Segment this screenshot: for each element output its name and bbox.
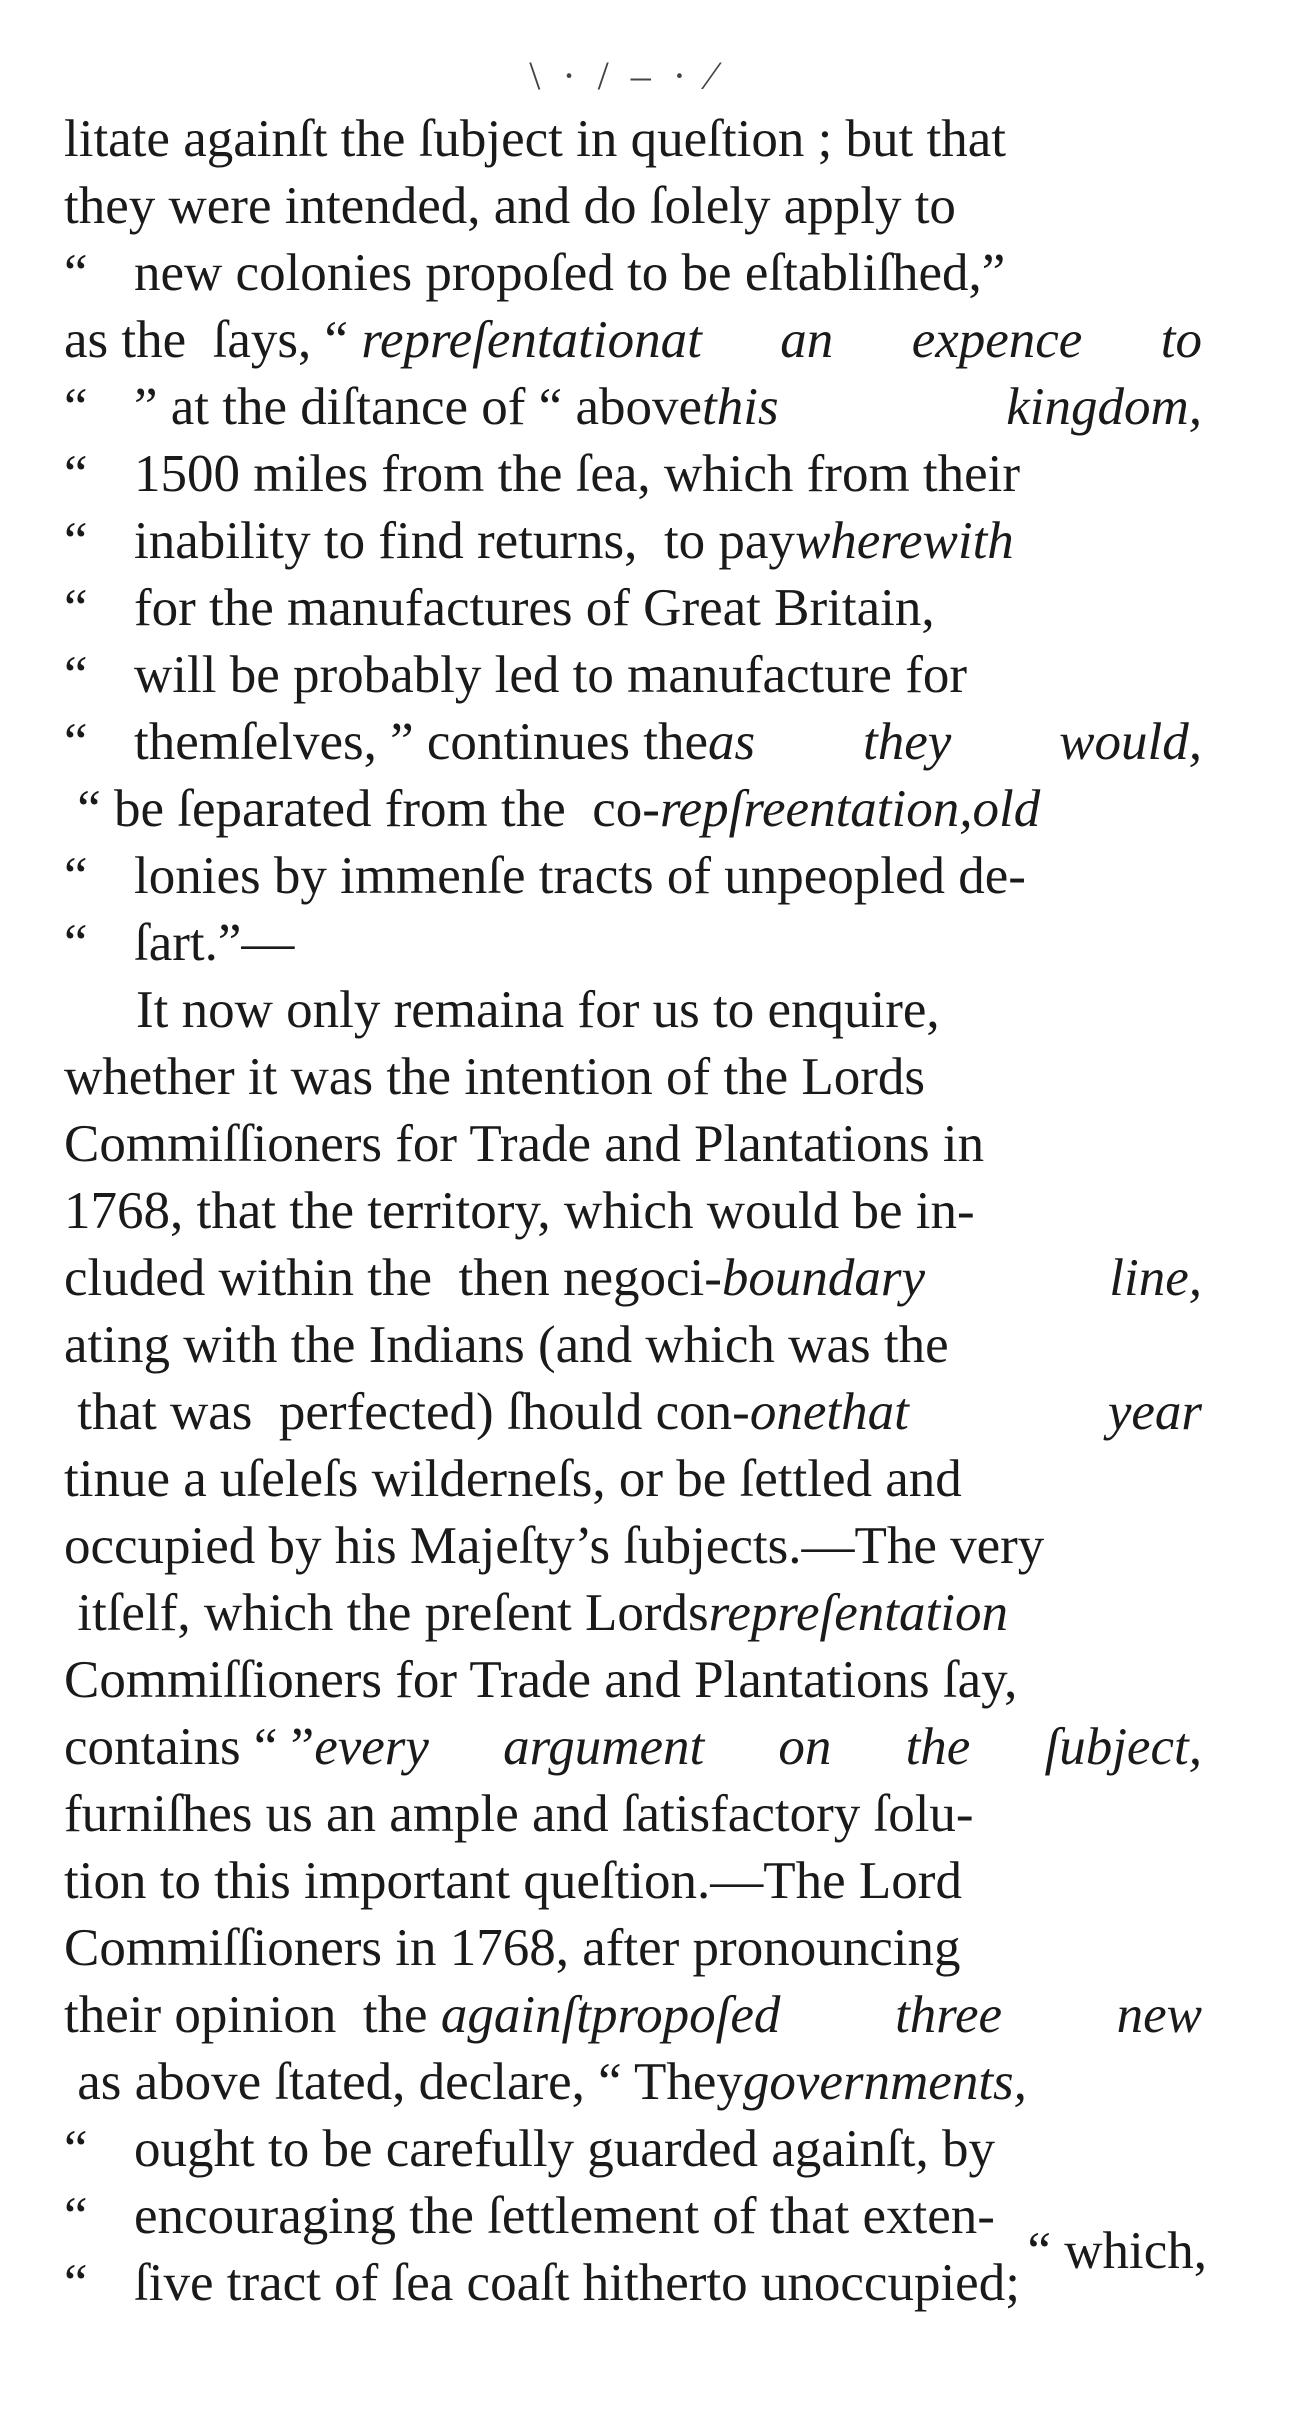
text-segment: for the manufactures of Great Britain, xyxy=(134,579,935,637)
text-segment: ” xyxy=(290,1718,315,1776)
word xyxy=(906,1714,971,1781)
justified-run xyxy=(722,1245,1202,1312)
justified-run xyxy=(1044,1513,1202,1580)
text-line xyxy=(64,441,1202,508)
text-line xyxy=(64,1848,1202,1915)
italic-text: they xyxy=(863,713,952,771)
text-segment: lonies by immenſe tracts of unpeopled de- xyxy=(134,847,1026,905)
italic-text: new xyxy=(1116,1986,1202,2044)
italic-text: would, xyxy=(1059,713,1202,771)
word xyxy=(1044,1714,1201,1781)
italic-text: repſreentation, xyxy=(659,780,973,838)
text-line xyxy=(64,1714,1202,1781)
word xyxy=(895,1982,1002,2049)
justified-run xyxy=(956,173,1202,240)
text-segment: new colonies propoſed to be eſtabliſhed,” xyxy=(134,244,1006,302)
justified-run xyxy=(935,575,1202,642)
text-line xyxy=(64,910,1202,977)
text-segment: “ be ſeparated from the xyxy=(64,780,580,838)
quote-mark: “ xyxy=(64,2187,88,2245)
text-segment: themſelves, xyxy=(134,713,391,771)
italic-text: repreſentation xyxy=(361,311,661,369)
italic-text: the xyxy=(905,1718,971,1776)
justified-run xyxy=(709,1580,1202,1647)
quote-mark: “ xyxy=(64,445,88,503)
italic-text: expence xyxy=(911,311,1083,369)
quote-mark: “ xyxy=(64,378,88,436)
body-text xyxy=(64,106,1202,2317)
text-line xyxy=(64,1781,1202,1848)
italic-text: kingdom, xyxy=(1006,378,1202,436)
page-header-mark: \ · / – · ⁄ xyxy=(529,53,721,98)
justified-run xyxy=(743,2049,1202,2116)
word xyxy=(743,2049,1027,2116)
text-segment: cluded within the xyxy=(64,1249,446,1307)
italic-text: wherewith xyxy=(794,512,1014,570)
text-line xyxy=(64,977,1202,1044)
quote-mark: “ xyxy=(64,914,88,972)
justified-run xyxy=(795,508,1202,575)
justified-run xyxy=(1020,441,1202,508)
text-line xyxy=(64,709,1202,776)
text-segment: ating with the Indians (and which was the xyxy=(64,1316,949,1374)
word xyxy=(863,709,951,776)
text-segment: Commiſſioners for Trade and Plantations in xyxy=(64,1115,985,1173)
text-segment: tinue a uſeleſs wilderneſs, or be ſettled and xyxy=(64,1450,962,1508)
justified-run xyxy=(975,1178,1202,1245)
text-line xyxy=(64,374,1202,441)
italic-text: this xyxy=(702,378,779,436)
word xyxy=(778,1714,831,1781)
justified-run xyxy=(702,374,1202,441)
justified-run xyxy=(1026,843,1202,910)
italic-text: at xyxy=(660,311,702,369)
justified-run xyxy=(1006,106,1202,173)
text-segment: perfected) ſhould con- xyxy=(265,1383,750,1441)
justified-run xyxy=(974,1781,1202,1848)
text-line xyxy=(64,307,1202,374)
text-segment: their opinion xyxy=(64,1986,350,2044)
word xyxy=(1108,1379,1202,1446)
text-line xyxy=(64,1111,1202,1178)
text-segment: 1500 miles from the ſea, which from their xyxy=(134,445,1021,503)
italic-text: line, xyxy=(1109,1249,1202,1307)
word xyxy=(912,307,1083,374)
text-line xyxy=(64,776,1202,843)
text-segment: ought to be carefully guarded againſt, by xyxy=(134,2120,995,2178)
text-line xyxy=(64,106,1202,173)
text-segment: as above ſtated, declare, “ They xyxy=(64,2053,743,2111)
italic-text: argument xyxy=(503,1718,705,1776)
word xyxy=(750,1379,909,1446)
text-line xyxy=(64,173,1202,240)
italic-text: three xyxy=(895,1986,1002,2044)
word xyxy=(314,1714,429,1781)
quote-mark: “ xyxy=(64,579,88,637)
justified-run xyxy=(967,642,1202,709)
text-segment: will be probably led to manufacture for xyxy=(134,646,967,704)
italic-text: to xyxy=(1160,311,1202,369)
text-line xyxy=(64,240,1202,307)
word xyxy=(780,307,833,374)
italic-text: that xyxy=(826,1383,909,1441)
word xyxy=(702,374,779,441)
word xyxy=(795,508,1014,575)
text-segment: that was xyxy=(64,1383,266,1441)
text-segment: co- xyxy=(579,780,660,838)
text-segment: itſelf, which the preſent Lords xyxy=(64,1584,709,1642)
text-segment: contains “ xyxy=(64,1718,291,1776)
word xyxy=(1006,374,1202,441)
word xyxy=(1109,1245,1202,1312)
word xyxy=(1117,1982,1202,2049)
text-segment: ſays, “ xyxy=(199,311,362,369)
text-line xyxy=(64,1379,1202,1446)
text-line xyxy=(64,1580,1202,1647)
text-line xyxy=(64,2049,1202,2116)
italic-text: year xyxy=(1107,1383,1202,1441)
justified-run xyxy=(660,776,1202,843)
justified-run xyxy=(1005,240,1202,307)
word xyxy=(1161,307,1202,374)
text-segment: 1768, that the territory, which would be in- xyxy=(64,1182,975,1240)
quote-mark: “ xyxy=(64,2254,88,2312)
word xyxy=(709,1580,1008,1647)
text-line xyxy=(64,2116,1202,2183)
catchword: “ which, xyxy=(1027,2222,1207,2280)
quote-mark: “ xyxy=(64,2120,88,2178)
text-segment: the xyxy=(349,1986,441,2044)
text-line xyxy=(64,1312,1202,1379)
italic-text: as xyxy=(708,713,756,771)
quote-mark: “ xyxy=(64,847,88,905)
word xyxy=(361,307,702,374)
italic-text: governments, xyxy=(742,2053,1027,2111)
text-segment: they were intended, and do ſolely apply to xyxy=(64,177,956,235)
justified-run xyxy=(314,1714,1202,1781)
italic-text: againſt xyxy=(440,1986,592,2044)
justified-run xyxy=(925,1044,1202,1111)
text-line xyxy=(64,843,1202,910)
justified-run xyxy=(962,1848,1202,1915)
justified-run xyxy=(361,307,1202,374)
text-segment: ” continues the xyxy=(390,713,709,771)
text-line xyxy=(64,1915,1202,1982)
text-segment: occupied by his Majeſty’s ſubjects.—The very xyxy=(64,1517,1045,1575)
quote-mark: “ xyxy=(64,713,88,771)
word xyxy=(1059,709,1202,776)
word xyxy=(503,1714,704,1781)
text-line xyxy=(64,1044,1202,1111)
text-line xyxy=(64,575,1202,642)
word xyxy=(722,1245,925,1312)
justified-run xyxy=(940,977,1202,1044)
justified-run xyxy=(949,1312,1202,1379)
quote-mark: “ xyxy=(64,646,88,704)
text-segment: as the xyxy=(64,311,200,369)
text-segment: ” at the diſtance of “ above xyxy=(134,378,702,436)
italic-text: one xyxy=(749,1383,827,1441)
justified-run xyxy=(1017,1647,1202,1714)
justified-run xyxy=(750,1379,1202,1446)
text-segment: It now only remaina for us to enquire, xyxy=(136,981,940,1039)
italic-text: boundary xyxy=(721,1249,926,1307)
justified-run xyxy=(960,1915,1202,1982)
italic-text: on xyxy=(778,1718,832,1776)
justified-run xyxy=(995,2116,1202,2183)
italic-text: every xyxy=(314,1718,429,1776)
italic-text: an xyxy=(780,311,834,369)
justified-run xyxy=(962,1446,1202,1513)
text-line xyxy=(64,1982,1202,2049)
text-segment: furniſhes us an ample and ſatisfactory ſolu- xyxy=(64,1785,974,1843)
text-segment: to pay xyxy=(650,512,795,570)
justified-run xyxy=(708,709,1202,776)
text-line xyxy=(64,1513,1202,1580)
word xyxy=(660,776,1040,843)
word xyxy=(708,709,755,776)
text-segment: ſive tract of ſea coaſt hitherto unoccupied; xyxy=(134,2254,1020,2312)
italic-text: old xyxy=(972,780,1041,838)
text-segment: encouraging the ſettlement of that exten- xyxy=(134,2187,995,2245)
text-segment: then negoci- xyxy=(445,1249,722,1307)
text-line xyxy=(64,1178,1202,1245)
text-segment: litate againſt the ſubject in queſtion ; but that xyxy=(64,110,1006,168)
italic-text: ſubject, xyxy=(1044,1718,1202,1776)
italic-text: propoſed xyxy=(591,1986,781,2044)
text-segment: tion to this important queſtion.—The Lord xyxy=(64,1852,962,1910)
text-line xyxy=(64,1245,1202,1312)
text-segment: whether it was the intention of the Lords xyxy=(64,1048,926,1106)
word xyxy=(441,1982,781,2049)
justified-run xyxy=(984,1111,1202,1178)
quote-mark: “ xyxy=(64,244,88,302)
text-segment: Commiſſioners in 1768, after pronouncing xyxy=(64,1919,961,1977)
text-segment: inability to find returns, xyxy=(134,512,651,570)
text-segment: Commiſſioners for Trade and Plantations ſay, xyxy=(64,1651,1018,1709)
justified-run xyxy=(441,1982,1202,2049)
text-line xyxy=(64,642,1202,709)
text-segment: ſart.”— xyxy=(134,914,295,972)
quote-mark: “ xyxy=(64,512,88,570)
italic-text: repreſentation xyxy=(708,1584,1008,1642)
text-line xyxy=(64,1647,1202,1714)
text-line xyxy=(64,508,1202,575)
text-line xyxy=(64,1446,1202,1513)
